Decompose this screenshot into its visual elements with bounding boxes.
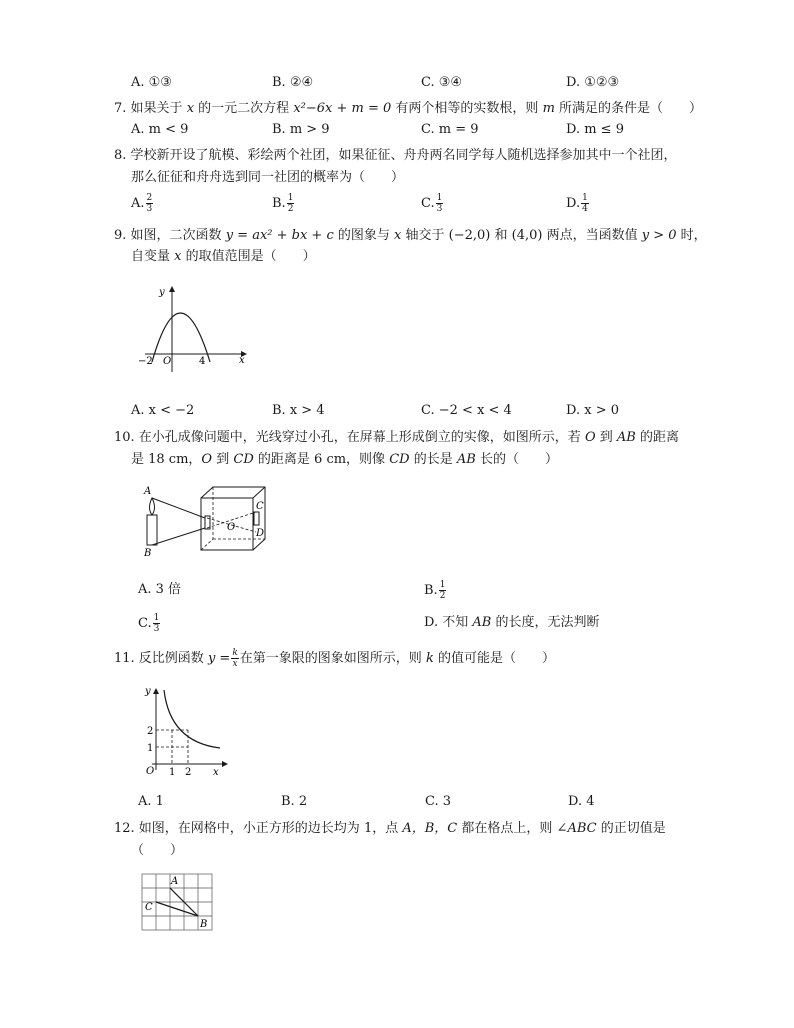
q11-y-label: y (145, 686, 151, 697)
q9-option-c: C. −2 < x < 4 (421, 403, 512, 418)
q10-pinhole-figure (141, 484, 281, 564)
q9-y-arrow (169, 286, 175, 292)
q8-option-b: B. $\frac{1}{2}$ (272, 193, 294, 214)
q8-stem-line1: 8. 学校新开设了航模、彩绘两个社团，如果征征、舟舟两名同学每人随机选择参加其中一个社团， (114, 148, 677, 163)
q8-option-d: D. $\frac{1}{4}$ (566, 193, 588, 214)
q7-option-c: C. m = 9 (421, 122, 479, 137)
q9-origin-label: O (163, 356, 172, 367)
q10-stem-line2: 是 18 cm，O 到 CD 的距离是 6 cm，则像 CD 的长是 AB 长的（ ） (131, 452, 558, 467)
q6-option-c: C. ③④ (421, 75, 463, 90)
q10-option-d: D. 不知 AB 的长度，无法判断 (424, 615, 600, 630)
q11-x-arrow (222, 761, 228, 767)
q11-y-arrow (153, 688, 159, 694)
q10-label-b: B (144, 548, 152, 559)
q11-tick-y2: 2 (147, 726, 154, 737)
q11-option-b: B. 2 (281, 794, 308, 809)
q10-stem-line1: 10. 在小孔成像问题中，光线穿过小孔，在屏幕上形成倒立的实像，如图所示，若 O 到 AB 的距离 (114, 430, 680, 445)
q11-tick-x2: 2 (185, 767, 192, 778)
q9-right-root-label: 4 (199, 356, 206, 367)
q10-option-a: A. 3 倍 (138, 582, 182, 597)
q11-origin-label: O (146, 766, 155, 777)
q6-option-b: B. ②④ (272, 75, 314, 90)
q12-label-c: C (145, 902, 153, 913)
q10-candle (147, 515, 157, 545)
q9-option-a: A. x < −2 (131, 403, 195, 418)
q10-image-cd (254, 512, 259, 525)
q10-option-c: C. $\frac{1}{3}$ (138, 613, 160, 634)
q9-y-label: y (159, 287, 165, 298)
q9-option-d: D. x > 0 (566, 403, 619, 418)
q12-stem-line2: （ ） (131, 843, 184, 858)
q12-grid-figure (140, 870, 220, 934)
q10-label-c: C (256, 501, 264, 512)
q11-hyperbola-graph (140, 684, 240, 784)
q8-option-c: C. $\frac{1}{3}$ (421, 193, 443, 214)
q9-option-b: B. x > 4 (272, 403, 325, 418)
q9-left-root-label: −2 (138, 356, 153, 367)
q11-x-label: x (213, 767, 219, 778)
q10-label-o: O (227, 522, 236, 533)
q10-box-edge (253, 487, 265, 498)
q9-x-label: x (239, 355, 245, 366)
q8-stem-line2: 那么征征和舟舟选到同一社团的概率为（ ） (131, 170, 405, 185)
q12-label-a: A (171, 876, 179, 887)
q11-tick-x1: 1 (169, 767, 176, 778)
q11-option-a: A. 1 (138, 794, 164, 809)
q11-option-c: C. 3 (425, 794, 452, 809)
q9-parabola-curve (152, 313, 210, 362)
q6-option-a: A. ①③ (131, 75, 172, 90)
q12-label-b: B (200, 919, 208, 930)
q10-ray-top (152, 498, 205, 518)
q9-parabola-graph (135, 284, 255, 374)
q9-stem-line1: 9. 如图，二次函数 y = ax² + bx + c 的图象与 x 轴交于 (−2,0) 和 (4,0) 两点，当函数值 y > 0 时， (114, 228, 707, 243)
q8-option-a: A. $\frac{2}{3}$ (131, 193, 153, 214)
q6-option-d: D. ①②③ (566, 75, 620, 90)
q10-box-hidden-d (201, 539, 213, 550)
q7-stem: 7. 如果关于 x 的一元二次方程 x²−6x + m = 0 有两个相等的实数根，则 m 所满足的条件是（ ） (114, 101, 703, 116)
q11-tick-y1: 1 (147, 743, 154, 754)
q11-stem: 11. 反比例函数 y = $\frac{k}{x}$ 在第一象限的图象如图所示，则 k 的值可能是（ ） (114, 648, 555, 669)
q10-label-d: D (256, 528, 265, 539)
q11-hyperbola-curve (164, 690, 220, 748)
q7-option-b: B. m > 9 (272, 122, 330, 137)
q9-stem-line2: 自变量 x 的取值范围是（ ） (131, 249, 316, 264)
q10-candle-flame (150, 498, 155, 515)
q10-option-b: B. $\frac{1}{2}$ (424, 580, 446, 601)
q12-stem-line1: 12. 如图，在网格中，小正方形的边长均为 1，点 A，B，C 都在格点上，则 ∠ABC 的正切值是 (114, 821, 666, 836)
q10-label-a: A (144, 486, 152, 497)
q7-option-a: A. m < 9 (131, 122, 189, 137)
q7-option-d: D. m ≤ 9 (566, 122, 624, 137)
q11-option-d: D. 4 (568, 794, 595, 809)
q10-ray-bottom (152, 528, 205, 545)
